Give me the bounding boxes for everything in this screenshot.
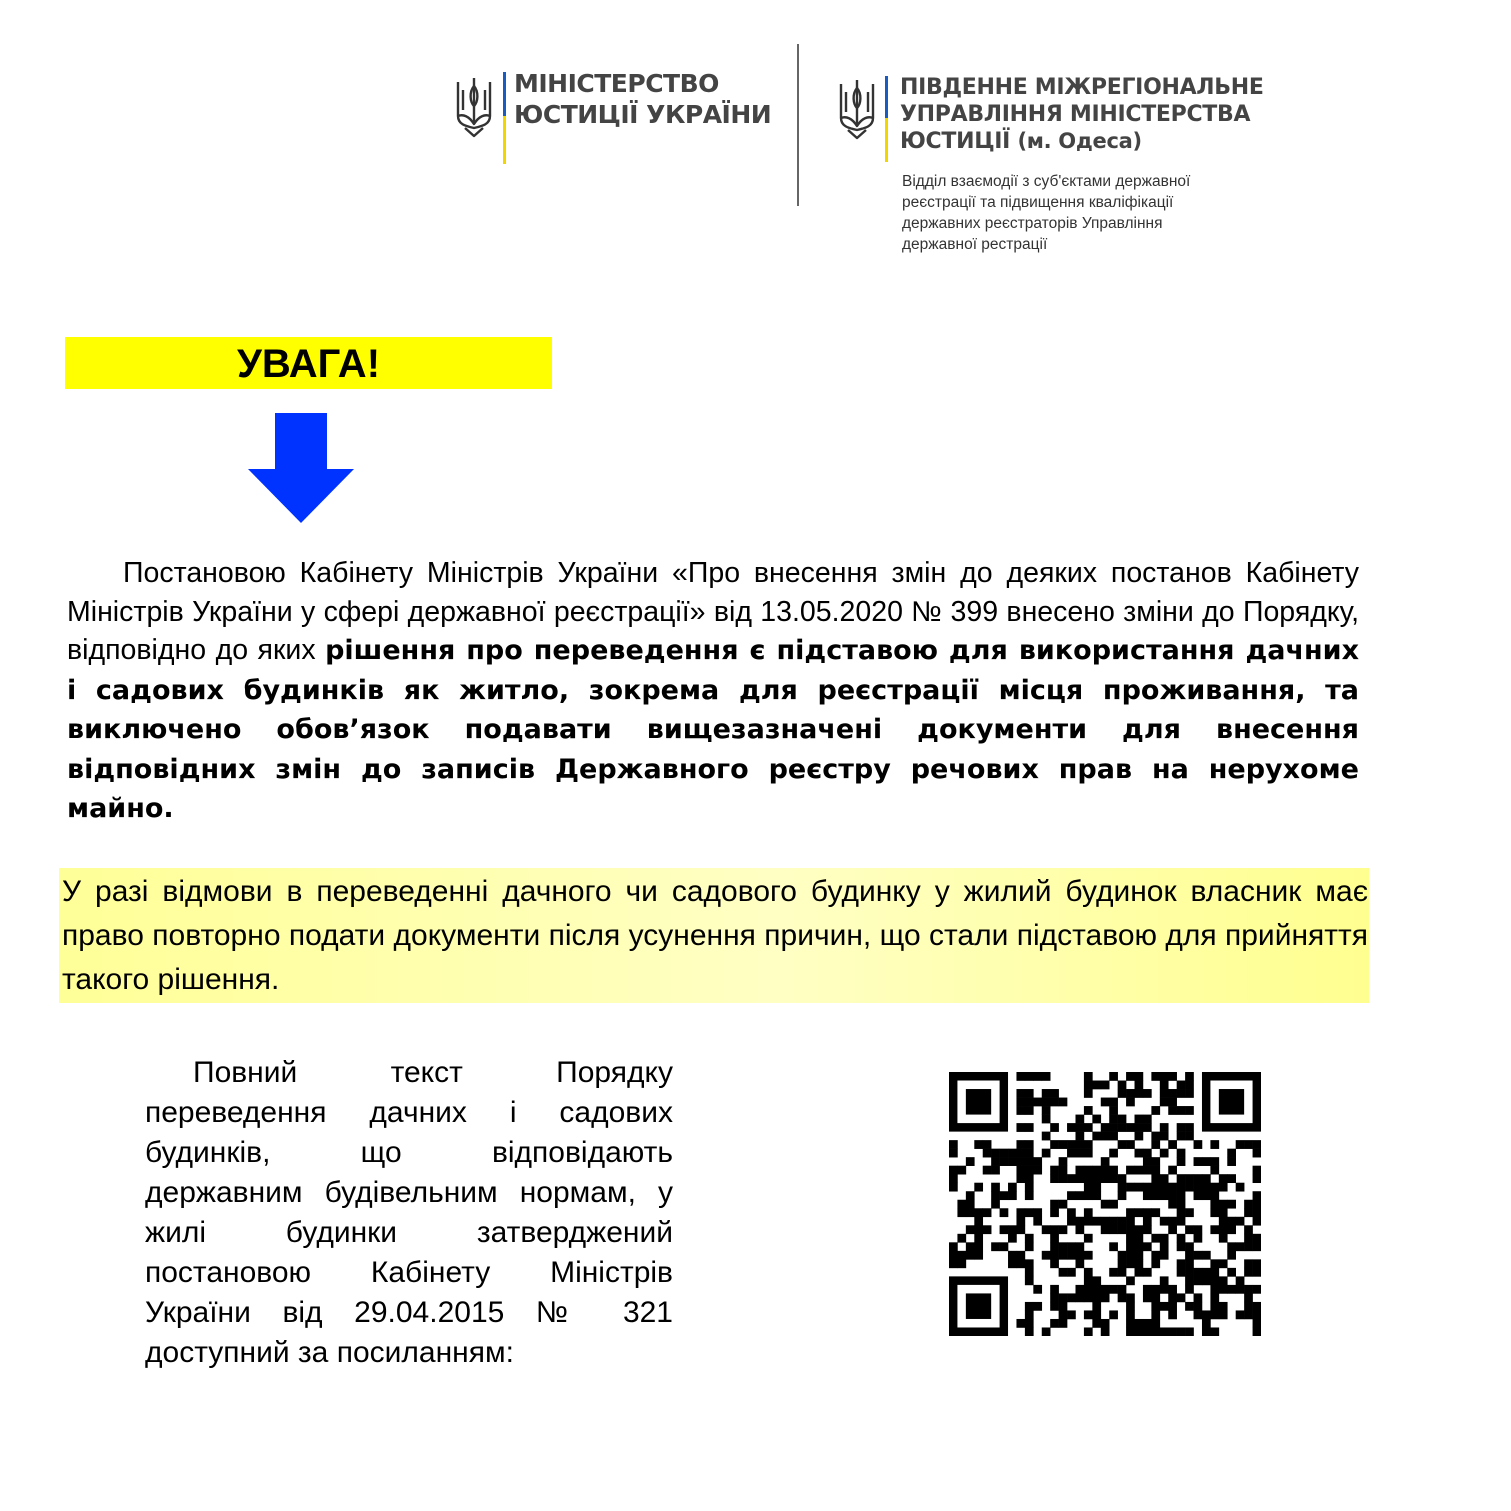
office-name-line1: ПІВДЕННЕ МІЖРЕГІОНАЛЬНЕ [900, 75, 1264, 100]
office-name-city: (м. Одеса) [1017, 129, 1142, 153]
qr-finder-pattern [949, 1072, 1008, 1132]
department-line1: Відділ взаємодії з суб'єктами державної [902, 173, 1191, 190]
department-line2: реєстрації та підвищення кваліфікації [902, 194, 1174, 211]
office-name-justice: ЮСТИЦІЇ [900, 129, 1011, 154]
trident-emblem-icon [455, 76, 493, 138]
arrow-down-icon [248, 413, 354, 523]
department-name [902, 171, 1282, 255]
refusal-note-text: У разі відмови в переведенні дачного чи садового будинку у жилий будинок власник має право повторно подати документи після усунення причин, що стали підставою для прийняття такого рішення. [62, 875, 1368, 996]
attention-banner: УВАГА! [65, 337, 552, 389]
office-name-line2: УПРАВЛІННЯ МІНІСТЕРСТВА [900, 102, 1251, 127]
main-paragraph [67, 554, 1359, 829]
full-text-reference: Повний текст Порядку переведення дачних і садових будинків, що відповідають державним будівельним нормам, у жилі будинки затверджений постановою Кабінету Міністрів України від 29.04.2015 № 321 доступний за посиланням: [145, 1056, 673, 1369]
main-paragraph-bold: рішення про переведення є підставою для використання дачних і садових будинків як житло, зокрема для реєстрації місця проживання, та виключено обов’язок подавати вищезазначені документи для внесення відповідних змін до записів Державного реєстру речових прав на нерухоме майно. [67, 635, 1359, 824]
office-name-line3 [900, 128, 1280, 155]
department-line4: державної рестрації [902, 236, 1048, 253]
ministry-yellow-stripe [503, 116, 506, 164]
header-divider [797, 44, 799, 206]
ministry-name-line1: МІНІСТЕРСТВО [514, 69, 719, 98]
office-blue-stripe [885, 76, 888, 118]
office-name [900, 74, 1280, 155]
qr-finder-pattern [1202, 1072, 1261, 1132]
department-line3: державних реєстраторів Управління [902, 215, 1163, 232]
qr-code-icon[interactable] [949, 1072, 1261, 1336]
office-yellow-stripe [885, 118, 888, 162]
main-paragraph-intro: Постановою Кабінету Міністрів України «Про внесення змін до деяких постанов Кабінету Міністрів України у сфері державної реєстрації» від 13.05.2020 № 399 внесено зміни до Порядку, відповідно до яких [67, 557, 1359, 666]
trident-emblem-icon [838, 78, 876, 140]
ministry-name-line2: ЮСТИЦІЇ УКРАЇНИ [514, 100, 772, 129]
ministry-name [514, 68, 774, 130]
ministry-blue-stripe [503, 72, 506, 116]
qr-finder-pattern [949, 1276, 1008, 1336]
